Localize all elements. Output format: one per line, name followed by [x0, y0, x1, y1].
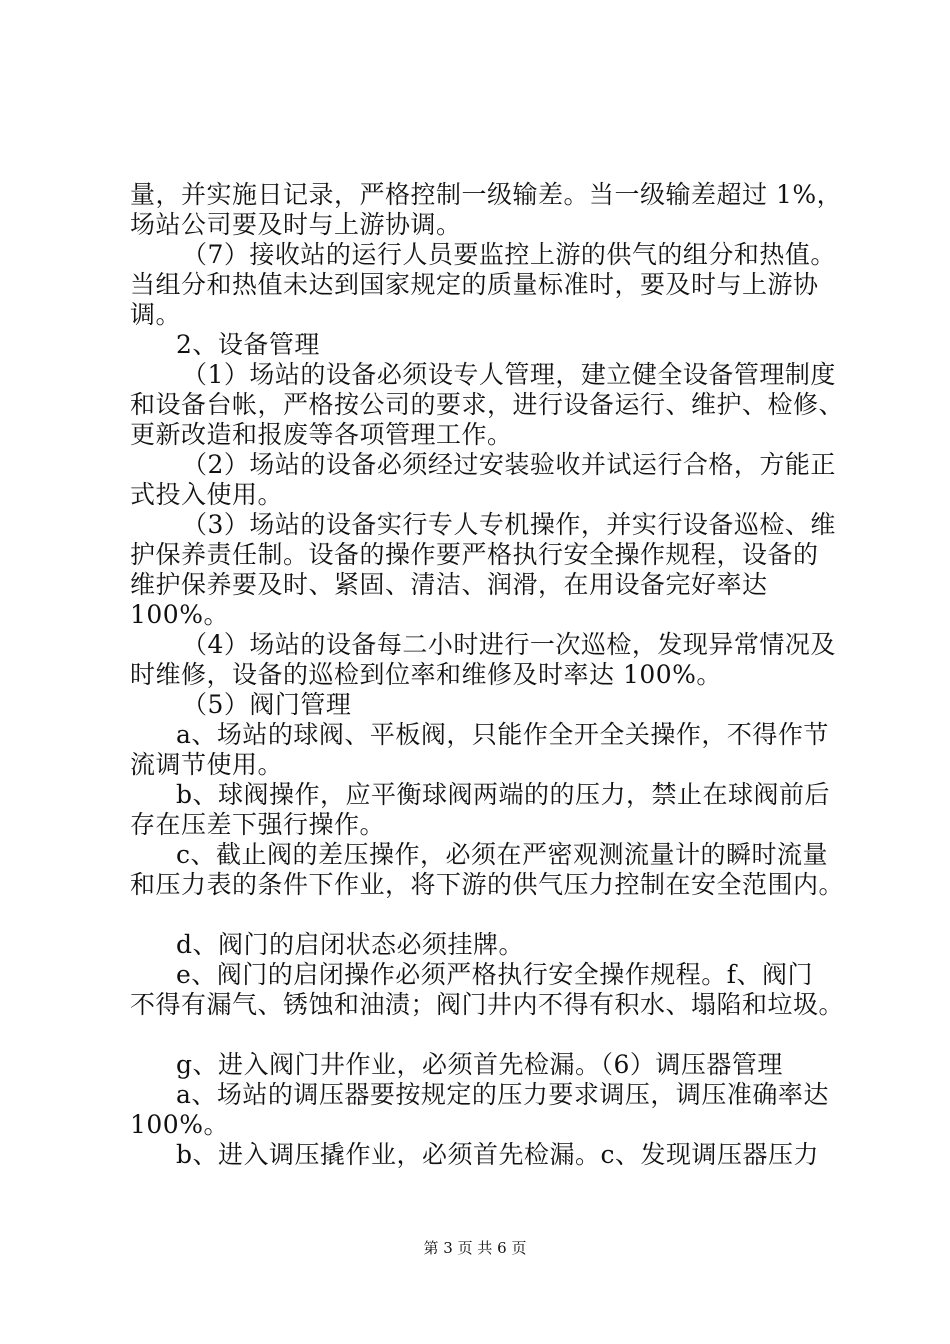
text-line: 流调节使用。: [130, 750, 284, 779]
text-line: e、阀门的启闭操作必须严格执行安全操作规程。f、阀门: [176, 960, 814, 989]
text-line: （1）场站的设备必须设专人管理，建立健全设备管理制度: [182, 360, 836, 389]
text-line: 量，并实施日记录，严格控制一级输差。当一级输差超过 1%，: [130, 180, 843, 209]
text-line: d、阀门的启闭状态必须挂牌。: [176, 930, 525, 959]
text-line: 调。: [130, 300, 182, 329]
text-line: b、球阀操作，应平衡球阀两端的的压力，禁止在球阀前后: [176, 780, 831, 809]
text-line: b、进入调压撬作业，必须首先检漏。c、发现调压器压力: [176, 1140, 820, 1169]
text-line: （4）场站的设备每二小时进行一次巡检，发现异常情况及: [182, 630, 836, 659]
text-line: （7）接收站的运行人员要监控上游的供气的组分和热值。: [182, 240, 836, 269]
text-line: 存在压差下强行操作。: [130, 810, 386, 839]
text-line: 式投入使用。: [130, 480, 284, 509]
text-line: 100%。: [130, 1110, 229, 1139]
text-line: 更新改造和报废等各项管理工作。: [130, 420, 513, 449]
text-line: 和压力表的条件下作业，将下游的供气压力控制在安全范围内。: [130, 870, 845, 899]
text-line: 维护保养要及时、紧固、清洁、润滑，在用设备完好率达: [130, 570, 768, 599]
text-line: （2）场站的设备必须经过安装验收并试运行合格，方能正: [182, 450, 836, 479]
text-line: 不得有漏气、锈蚀和油渍；阀门井内不得有积水、塌陷和垃圾。: [130, 990, 845, 1019]
text-line: 当组分和热值未达到国家规定的质量标准时，要及时与上游协: [130, 270, 819, 299]
text-line: 时维修，设备的巡检到位率和维修及时率达 100%。: [130, 660, 722, 689]
text-line: 护保养责任制。设备的操作要严格执行安全操作规程，设备的: [130, 540, 819, 569]
text-line: c、截止阀的差压操作，必须在严密观测流量计的瞬时流量: [176, 840, 829, 869]
text-line: （3）场站的设备实行专人专机操作，并实行设备巡检、维: [182, 510, 836, 539]
text-line: （5）阀门管理: [182, 690, 352, 719]
text-line: a、场站的球阀、平板阀，只能作全开全关操作，不得作节: [176, 720, 829, 749]
page-footer: 第 3 页 共 6 页: [423, 1239, 527, 1257]
text-line: a、场站的调压器要按规定的压力要求调压，调压准确率达: [176, 1080, 829, 1109]
text-line: 100%。: [130, 600, 229, 629]
text-line: g、进入阀门井作业，必须首先检漏。（6）调压器管理: [176, 1050, 783, 1079]
text-line: 和设备台帐，严格按公司的要求，进行设备运行、维护、检修、: [130, 390, 845, 419]
text-line: 场站公司要及时与上游协调。: [130, 210, 462, 239]
section-heading: 2、设备管理: [176, 330, 320, 359]
